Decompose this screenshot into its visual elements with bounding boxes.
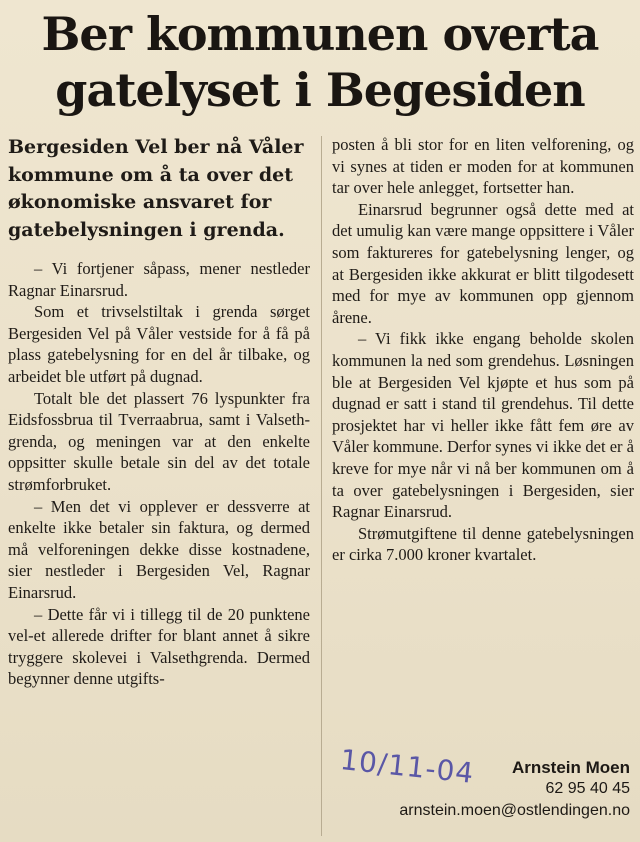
- author-name: Arnstein Moen: [511, 758, 630, 777]
- body-paragraph: Som et trivselstiltak i grenda sørget Bergesiden Vel på Våler vestside for å få på plass gatebelysning for en del år tilbake, og arbeidet ble utført på dugnad.: [8, 302, 310, 386]
- body-paragraph: Totalt ble det plassert 76 lyspunkter fra Eidsfossbrua til Tverraabrua, samt i Valsethgrenda, og meningen var at den enkelte oppsitter skulle betale sin del av det totale strømforbruket.: [8, 388, 310, 494]
- body-paragraph: – Vi fikk ikke engang beholde skolen kommunen la ned som grendehus. Løsningen ble at Bergesiden Vel kjøpte et hus som på dugnad er satt i stand til grendehus. Til dette prosjektet har vi heller ikke fått fem øre av Våler kommune. Derfor synes vi ikke det er å kreve for mye når vi nå ber kommunen om å ta over gatebelysningen i Bergesiden, sier Ragnar Einarsrud.: [332, 329, 634, 522]
- body-paragraph: Einarsrud begrunner også dette med at det umulig kan være mange oppsittere i Våler som faktureres for gatebelysning lenger, og at Bergesiden ikke akkurat er blitt tilgodesett med for mye av kommunen opp gjennom årene.: [332, 199, 634, 327]
- body-paragraph: Strømutgiftene til denne gatebelysningen er cirka 7.000 kroner kvartalet.: [332, 523, 634, 565]
- body-paragraph: – Vi fortjener såpass, mener nestleder Ragnar Einarsrud.: [8, 259, 310, 300]
- column-divider: [321, 136, 322, 836]
- author-email[interactable]: arnstein.moen@ostlendingen.no: [399, 802, 630, 819]
- body-paragraph: – Dette får vi i tillegg til de 20 punktene vel-et allerede drifter for blant annet å sikre tryggere skolevei i Valsethgrenda. Dermed begynner denne utgifts-: [8, 604, 310, 689]
- author-phone: 62 95 40 45: [545, 780, 630, 797]
- body-paragraph: – Men det vi opplever er dessverre at enkelte ikke betaler sin faktura, og dermed må velforeningen dekke disse kostnadene, sier nestleder i Bergesiden Vel, Ragnar Einarsrud.: [8, 496, 310, 602]
- headline: Ber kommunen overta gatelyset i Begesiden: [41, 7, 599, 117]
- handwritten-date: 10/11-04: [338, 743, 476, 790]
- left-column: [8, 134, 310, 690]
- body-paragraph: posten å bli stor for en liten velforening, og vi synes at tiden er moden for at kommunen tar over hele anlegget, fortsetter han.: [332, 135, 634, 198]
- right-column: [332, 134, 634, 566]
- lead-paragraph: Bergesiden Vel ber nå Våler kommune om å ta over det økonomiske ansvaret for gatebelysningen i grenda.: [8, 136, 304, 241]
